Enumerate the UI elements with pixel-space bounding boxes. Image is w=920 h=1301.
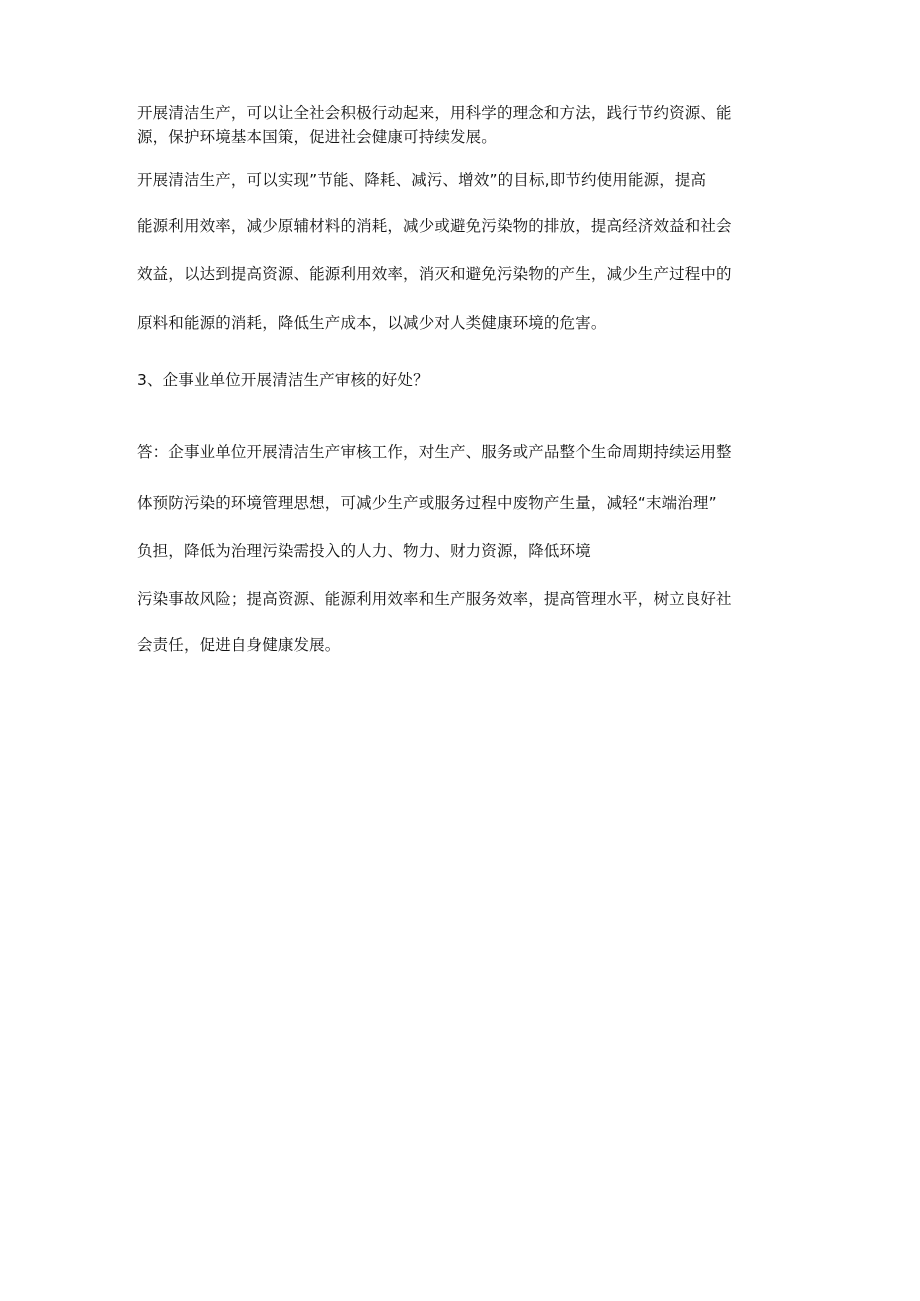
answer-3-line-2: 体预防污染的环境管理思想，可减少生产或服务过程中废物产生量，减轻“末端治理” [137,494,717,512]
paragraph-1-line-1: 开展清洁生产，可以让全社会积极行动起来，用科学的理念和方法，践行节约资源、能 [137,104,732,122]
paragraph-2-line-3: 效益，以达到提高资源、能源利用效率，消灭和避免污染物的产生，减少生产过程中的 [137,265,732,283]
paragraph-2-line-1: 开展清洁生产，可以实现”节能、降耗、减污、增效”的目标,即节约使用能源，提高 [137,171,707,189]
paragraph-1-line-2: 源，保护环境基本国策，促进社会健康可持续发展。 [137,128,497,146]
answer-3-line-4: 污染事故风险；提高资源、能源利用效率和生产服务效率，提高管理水平，树立良好社 [137,590,732,608]
paragraph-2-line-4: 原料和能源的消耗，降低生产成本，以减少对人类健康环境的危害。 [137,314,607,332]
answer-3-line-5: 会责任，促进自身健康发展。 [137,636,341,654]
paragraph-2-line-2: 能源利用效率，减少原辅材料的消耗，减少或避免污染物的排放，提高经济效益和社会 [137,217,732,235]
answer-3-line-3: 负担，降低为治理污染需投入的人力、物力、财力资源，降低环境 [137,542,591,560]
question-3-heading: 3、企事业单位开展清洁生产审核的好处？ [137,371,429,389]
answer-3-line-1: 答：企事业单位开展清洁生产审核工作，对生产、服务或产品整个生命周期持续运用整 [137,443,732,461]
